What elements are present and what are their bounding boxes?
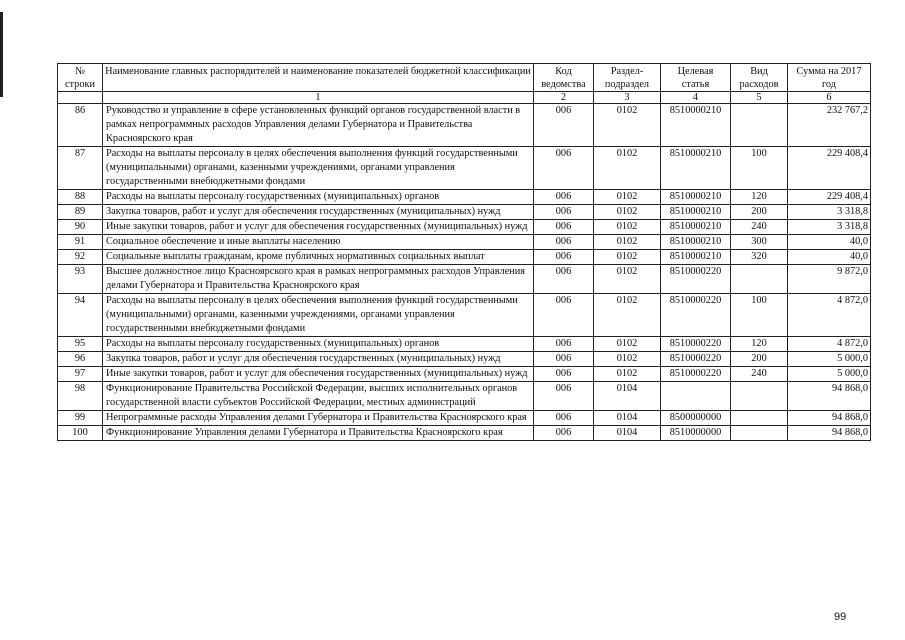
row-number-cell: 95: [58, 337, 103, 352]
column-number: 1: [103, 92, 534, 104]
row-number-cell: 93: [58, 265, 103, 294]
row-target-cell: 8510000210: [661, 190, 731, 205]
row-type-cell: 100: [731, 294, 788, 337]
row-name-cell: Функционирование Правительства Российской Федерации, высших исполнительных органов государственной власти субъектов Российской Федерации, местных администраций: [103, 382, 534, 411]
row-section-cell: 0102: [594, 367, 661, 382]
row-target-cell: 8500000000: [661, 411, 731, 426]
row-sum-cell: 4 872,0: [788, 337, 871, 352]
row-target-cell: 8510000210: [661, 147, 731, 190]
row-code-cell: 006: [534, 352, 594, 367]
row-type-cell: 320: [731, 250, 788, 265]
row-section-cell: 0104: [594, 426, 661, 441]
table-row: [58, 337, 871, 352]
column-number: 4: [661, 92, 731, 104]
row-code-cell: 006: [534, 147, 594, 190]
row-sum-cell: 94 868,0: [788, 411, 871, 426]
header-target: Целевая статья: [661, 64, 731, 92]
row-type-cell: [731, 382, 788, 411]
row-code-cell: 006: [534, 426, 594, 441]
table-row: [58, 426, 871, 441]
left-margin-bar: [0, 12, 3, 97]
table-body: [58, 104, 871, 441]
table-row: [58, 147, 871, 190]
row-name-cell: Социальные выплаты гражданам, кроме публичных нормативных социальных выплат: [103, 250, 534, 265]
row-name-cell: Непрограммные расходы Управления делами Губернатора и Правительства Красноярского края: [103, 411, 534, 426]
row-number-cell: 87: [58, 147, 103, 190]
row-sum-cell: 94 868,0: [788, 382, 871, 411]
column-number: 2: [534, 92, 594, 104]
row-sum-cell: 40,0: [788, 235, 871, 250]
column-number-blank: [58, 92, 103, 104]
row-code-cell: 006: [534, 265, 594, 294]
row-type-cell: 240: [731, 220, 788, 235]
column-number: 6: [788, 92, 871, 104]
row-target-cell: 8510000000: [661, 426, 731, 441]
row-type-cell: [731, 426, 788, 441]
row-name-cell: Расходы на выплаты персоналу государственных (муниципальных) органов: [103, 190, 534, 205]
row-sum-cell: 3 318,8: [788, 220, 871, 235]
row-name-cell: Иные закупки товаров, работ и услуг для обеспечения государственных (муниципальных) нужд: [103, 367, 534, 382]
header-section: Раздел-подраздел: [594, 64, 661, 92]
row-code-cell: 006: [534, 205, 594, 220]
row-code-cell: 006: [534, 235, 594, 250]
table-row: [58, 104, 871, 147]
header-row-no: № строки: [58, 64, 103, 92]
table-row: [58, 411, 871, 426]
header-name: Наименование главных распорядителей и наименование показателей бюджетной классификации: [103, 64, 534, 92]
row-type-cell: [731, 411, 788, 426]
table-row: [58, 190, 871, 205]
row-section-cell: 0102: [594, 205, 661, 220]
row-section-cell: 0102: [594, 337, 661, 352]
row-sum-cell: 4 872,0: [788, 294, 871, 337]
row-number-cell: 99: [58, 411, 103, 426]
row-name-cell: Функционирование Управления делами Губернатора и Правительства Красноярского края: [103, 426, 534, 441]
row-sum-cell: 40,0: [788, 250, 871, 265]
row-name-cell: Закупка товаров, работ и услуг для обеспечения государственных (муниципальных) нужд: [103, 352, 534, 367]
row-type-cell: 100: [731, 147, 788, 190]
table-row: [58, 205, 871, 220]
column-number-row: [58, 92, 871, 104]
row-target-cell: 8510000210: [661, 205, 731, 220]
row-name-cell: Закупка товаров, работ и услуг для обеспечения государственных (муниципальных) нужд: [103, 205, 534, 220]
row-target-cell: 8510000220: [661, 367, 731, 382]
row-target-cell: [661, 382, 731, 411]
row-name-cell: Иные закупки товаров, работ и услуг для обеспечения государственных (муниципальных) нужд: [103, 220, 534, 235]
row-type-cell: [731, 265, 788, 294]
table-row: [58, 367, 871, 382]
row-section-cell: 0102: [594, 104, 661, 147]
table-row: [58, 220, 871, 235]
row-number-cell: 96: [58, 352, 103, 367]
header-code: Код ведомства: [534, 64, 594, 92]
row-type-cell: 300: [731, 235, 788, 250]
row-target-cell: 8510000220: [661, 294, 731, 337]
row-code-cell: 006: [534, 104, 594, 147]
row-type-cell: 240: [731, 367, 788, 382]
row-sum-cell: 9 872,0: [788, 265, 871, 294]
row-code-cell: 006: [534, 250, 594, 265]
row-type-cell: 120: [731, 337, 788, 352]
row-section-cell: 0102: [594, 294, 661, 337]
table-row: [58, 235, 871, 250]
row-target-cell: 8510000220: [661, 265, 731, 294]
row-number-cell: 91: [58, 235, 103, 250]
row-section-cell: 0102: [594, 147, 661, 190]
row-name-cell: Высшее должностное лицо Красноярского края в рамках непрограммных расходов Управления делами Губернатора и Правительства Красноярского края: [103, 265, 534, 294]
row-number-cell: 97: [58, 367, 103, 382]
row-target-cell: 8510000210: [661, 220, 731, 235]
row-code-cell: 006: [534, 190, 594, 205]
row-section-cell: 0102: [594, 250, 661, 265]
row-section-cell: 0102: [594, 235, 661, 250]
row-target-cell: 8510000220: [661, 352, 731, 367]
row-code-cell: 006: [534, 382, 594, 411]
row-code-cell: 006: [534, 411, 594, 426]
budget-table: [57, 63, 871, 441]
table-row: [58, 352, 871, 367]
row-sum-cell: 229 408,4: [788, 147, 871, 190]
column-number: 5: [731, 92, 788, 104]
row-name-cell: Расходы на выплаты персоналу государственных (муниципальных) органов: [103, 337, 534, 352]
row-name-cell: Расходы на выплаты персоналу в целях обеспечения выполнения функций государственными (муниципальными) органами, казенными учреждениями, органами управления государственными внебюджетными фондами: [103, 147, 534, 190]
row-number-cell: 98: [58, 382, 103, 411]
header-type: Вид расходов: [731, 64, 788, 92]
row-code-cell: 006: [534, 337, 594, 352]
row-type-cell: 120: [731, 190, 788, 205]
row-target-cell: 8510000210: [661, 104, 731, 147]
row-section-cell: 0104: [594, 411, 661, 426]
row-target-cell: 8510000210: [661, 250, 731, 265]
row-code-cell: 006: [534, 294, 594, 337]
header-row: [58, 64, 871, 92]
row-code-cell: 006: [534, 220, 594, 235]
row-number-cell: 94: [58, 294, 103, 337]
row-sum-cell: 232 767,2: [788, 104, 871, 147]
row-number-cell: 89: [58, 205, 103, 220]
row-sum-cell: 3 318,8: [788, 205, 871, 220]
row-sum-cell: 5 000,0: [788, 352, 871, 367]
row-name-cell: Руководство и управление в сфере установленных функций органов государственной власти в рамках непрограммных расходов Управления делами Губернатора и Правительства Красноярского края: [103, 104, 534, 147]
row-section-cell: 0102: [594, 190, 661, 205]
row-number-cell: 92: [58, 250, 103, 265]
row-section-cell: 0102: [594, 265, 661, 294]
row-number-cell: 88: [58, 190, 103, 205]
row-sum-cell: 94 868,0: [788, 426, 871, 441]
row-target-cell: 8510000220: [661, 337, 731, 352]
row-type-cell: 200: [731, 205, 788, 220]
row-name-cell: Социальное обеспечение и иные выплаты населению: [103, 235, 534, 250]
row-number-cell: 90: [58, 220, 103, 235]
row-number-cell: 86: [58, 104, 103, 147]
row-sum-cell: 229 408,4: [788, 190, 871, 205]
row-number-cell: 100: [58, 426, 103, 441]
table-row: [58, 265, 871, 294]
row-section-cell: 0102: [594, 352, 661, 367]
row-sum-cell: 5 000,0: [788, 367, 871, 382]
table-row: [58, 382, 871, 411]
row-code-cell: 006: [534, 367, 594, 382]
row-target-cell: 8510000210: [661, 235, 731, 250]
row-type-cell: [731, 104, 788, 147]
header-sum: Сумма на 2017 год: [788, 64, 871, 92]
page-number: 99: [834, 611, 847, 623]
row-name-cell: Расходы на выплаты персоналу в целях обеспечения выполнения функций государственными (муниципальными) органами, казенными учреждениями, органами управления государственными внебюджетными фондами: [103, 294, 534, 337]
row-section-cell: 0102: [594, 220, 661, 235]
row-section-cell: 0104: [594, 382, 661, 411]
table-row: [58, 294, 871, 337]
column-number: 3: [594, 92, 661, 104]
table-row: [58, 250, 871, 265]
row-type-cell: 200: [731, 352, 788, 367]
